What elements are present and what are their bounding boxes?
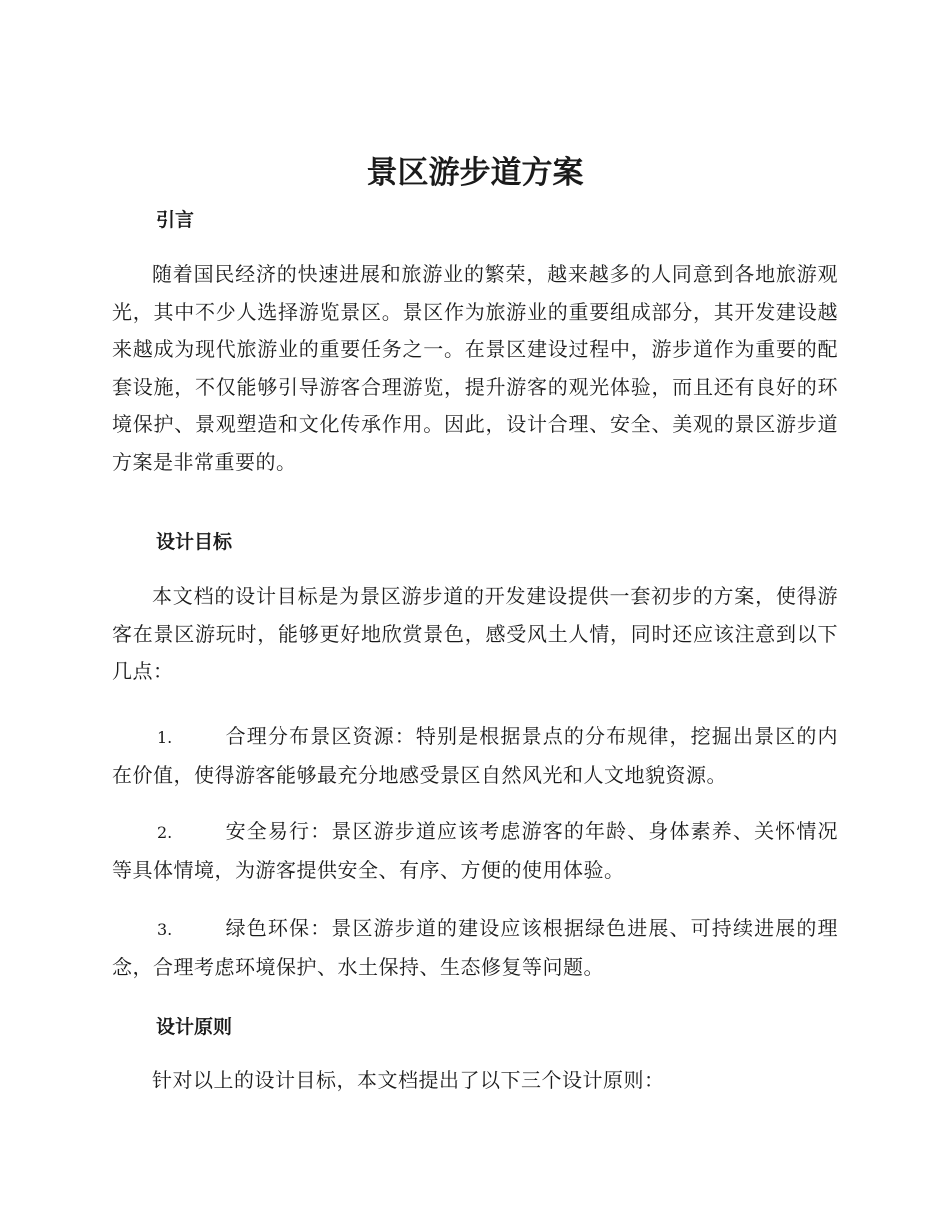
section-heading-principles: 设计原则 bbox=[156, 1016, 233, 1038]
goals-paragraph: 本文档的设计目标是为景区游步道的开发建设提供一套初步的方案，使得游客在景区游玩时，能够更好地欣赏景色，感受风土人情，同时还应该注意到以下几点： bbox=[112, 584, 838, 684]
goal-list-item-2 bbox=[112, 813, 838, 889]
section-heading-goals: 设计目标 bbox=[156, 531, 233, 553]
list-number: 1. bbox=[157, 728, 173, 747]
list-item-text: 绿色环保：景区游步道的建设应该根据绿色进展、可持续进展的理念，合理考虑环境保护、水土保持、生态修复等问题。 bbox=[112, 916, 838, 979]
intro-paragraph: 随着国民经济的快速进展和旅游业的繁荣，越来越多的人同意到各地旅游观光，其中不少人选择游览景区。景区作为旅游业的重要组成部分，其开发建设越来越成为现代旅游业的重要任务之一。在景区建设过程中，游步道作为重要的配套设施，不仅能够引导游客合理游览，提升游客的观光体验，而且还有良好的环境保护、景观塑造和文化传承作用。因此，设计合理、安全、美观的景区游步道方案是非常重要的。 bbox=[112, 262, 838, 474]
principles-paragraph: 针对以上的设计目标，本文档提出了以下三个设计原则： bbox=[152, 1068, 665, 1092]
list-item-text: 合理分布景区资源：特别是根据景点的分布规律，挖掘出景区的内在价值，使得游客能够最充分地感受景区自然风光和人文地貌资源。 bbox=[112, 724, 838, 787]
goal-list-item-1 bbox=[112, 718, 838, 794]
list-item-text: 安全易行：景区游步道应该考虑游客的年龄、身体素养、关怀情况等具体情境，为游客提供安全、有序、方便的使用体验。 bbox=[112, 819, 838, 882]
list-number: 3. bbox=[157, 920, 173, 939]
document-title: 景区游步道方案 bbox=[366, 155, 584, 191]
goal-list-item-3 bbox=[112, 910, 838, 986]
list-number: 2. bbox=[157, 823, 173, 842]
section-heading-intro: 引言 bbox=[156, 209, 195, 231]
